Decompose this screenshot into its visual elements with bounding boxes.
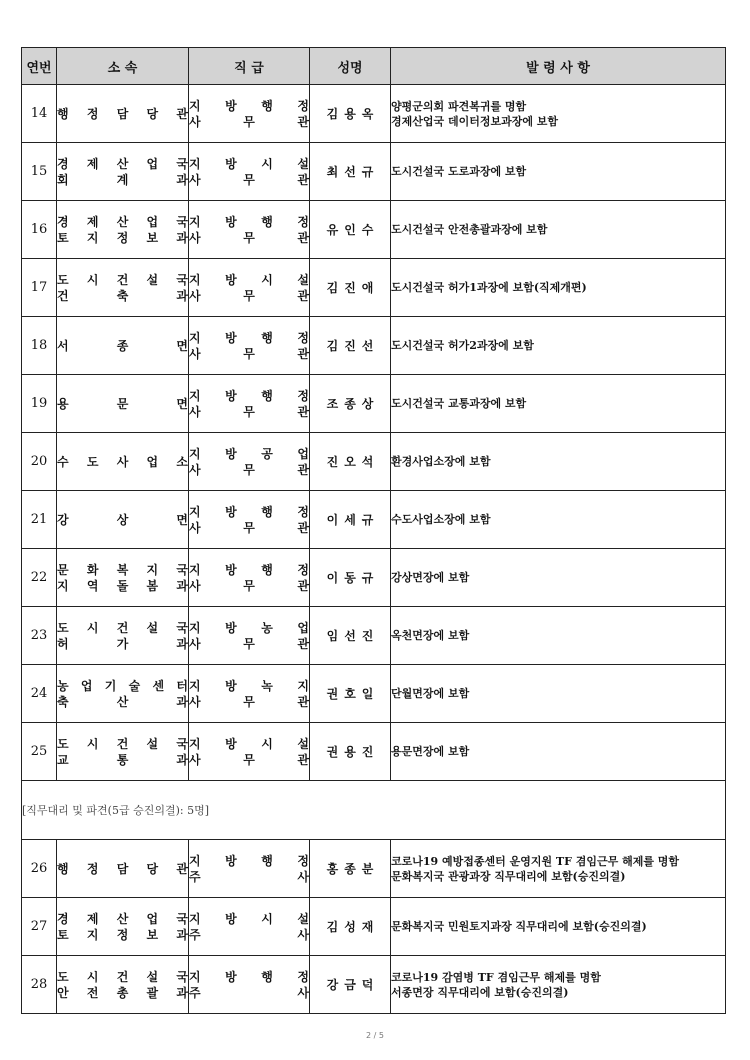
row-number: 23: [22, 607, 57, 665]
grade-line: 지 방 행 정: [189, 562, 309, 577]
row-number: 22: [22, 549, 57, 607]
grade-line: 주 사: [189, 985, 309, 1000]
appointment-line: 강상면장에 보함: [391, 571, 470, 584]
table-row: [22, 143, 726, 201]
table-row: [22, 317, 726, 375]
dept-cell: [57, 607, 189, 665]
grade-line: 사 무 관: [189, 346, 309, 361]
dept-line: 도 시 건 설 국: [57, 620, 188, 635]
dept-line: 도 시 건 설 국: [57, 272, 188, 287]
grade-cell: [189, 665, 310, 723]
appointment-line: 도시건설국 안전총괄과장에 보함: [391, 223, 548, 236]
section-note: [직무대리 및 파견(5급 승진의결): 5명]: [22, 781, 726, 840]
table-row: [22, 201, 726, 259]
grade-line: 사 무 관: [189, 520, 309, 535]
person-name: 이 세 규: [310, 491, 391, 549]
dept-cell: [57, 433, 189, 491]
row-number: 27: [22, 898, 57, 956]
grade-cell: [189, 898, 310, 956]
row-number: 20: [22, 433, 57, 491]
person-name: 임 선 진: [310, 607, 391, 665]
dept-cell: [57, 491, 189, 549]
person-name: 조 종 상: [310, 375, 391, 433]
person-name: 김 진 애: [310, 259, 391, 317]
person-name: 권 호 일: [310, 665, 391, 723]
table-row: [22, 491, 726, 549]
header-no: 연번: [22, 48, 57, 85]
appointment-cell: [391, 143, 726, 201]
appointment-line: 코로나19 예방접종센터 운영지원 TF 겸임근무 해제를 명함: [391, 854, 680, 868]
personnel-table: [21, 47, 726, 1014]
table-row: [22, 840, 726, 898]
grade-line: 지 방 시 설: [189, 156, 309, 171]
table-row: [22, 549, 726, 607]
appointment-line: 도시건설국 허가1과장에 보함(직제개편): [391, 281, 587, 294]
dept-cell: [57, 665, 189, 723]
grade-line: 지 방 행 정: [189, 504, 309, 519]
row-number: 28: [22, 956, 57, 1014]
table-body-a: [22, 85, 726, 781]
dept-line: 수 도 사 업 소: [57, 454, 188, 469]
dept-cell: [57, 898, 189, 956]
appointment-line: 도시건설국 허가2과장에 보함: [391, 339, 534, 352]
grade-cell: [189, 143, 310, 201]
grade-line: 사 무 관: [189, 114, 309, 129]
appointment-cell: [391, 85, 726, 143]
row-number: 18: [22, 317, 57, 375]
dept-line: 축 산 과: [57, 694, 188, 709]
row-number: 16: [22, 201, 57, 259]
grade-cell: [189, 956, 310, 1014]
table-row: [22, 723, 726, 781]
grade-cell: [189, 375, 310, 433]
dept-line: 토 지 정 보 과: [57, 927, 188, 942]
dept-line: 경 제 산 업 국: [57, 156, 188, 171]
table-body-b: [22, 840, 726, 1014]
person-name: 권 용 진: [310, 723, 391, 781]
dept-line: 토 지 정 보 과: [57, 230, 188, 245]
appointment-cell: [391, 259, 726, 317]
section-note-row: [22, 781, 726, 840]
person-name: 이 동 규: [310, 549, 391, 607]
grade-cell: [189, 549, 310, 607]
grade-line: 지 방 행 정: [189, 388, 309, 403]
appointment-line: 용문면장에 보함: [391, 745, 470, 758]
dept-line: 회 계 과: [57, 172, 188, 187]
grade-line: 지 방 행 정: [189, 98, 309, 113]
row-number: 26: [22, 840, 57, 898]
dept-line: 지 역 돌 봄 과: [57, 578, 188, 593]
page-number: 2 / 5: [366, 1031, 384, 1040]
grade-cell: [189, 85, 310, 143]
table-row: [22, 375, 726, 433]
table-row: [22, 898, 726, 956]
appointment-line: 서종면장 직무대리에 보함(승진의결): [391, 985, 569, 999]
person-name: 강 금 덕: [310, 956, 391, 1014]
grade-line: 사 무 관: [189, 172, 309, 187]
dept-line: 교 통 과: [57, 752, 188, 767]
appointment-cell: [391, 665, 726, 723]
dept-cell: [57, 840, 189, 898]
appointment-cell: [391, 607, 726, 665]
dept-cell: [57, 259, 189, 317]
appointment-cell: [391, 491, 726, 549]
appointment-line: 문화복지국 민원토지과장 직무대리에 보함(승진의결): [391, 920, 647, 933]
row-number: 14: [22, 85, 57, 143]
dept-line: 행 정 담 당 관: [57, 861, 188, 876]
appointment-line: 단월면장에 보함: [391, 687, 470, 700]
row-number: 19: [22, 375, 57, 433]
person-name: 김 용 옥: [310, 85, 391, 143]
table-row: [22, 665, 726, 723]
row-number: 15: [22, 143, 57, 201]
grade-cell: [189, 433, 310, 491]
header-name: 성명: [310, 48, 391, 85]
appointment-cell: [391, 840, 726, 898]
grade-line: 사 무 관: [189, 462, 309, 477]
table-row: [22, 259, 726, 317]
grade-line: 사 무 관: [189, 230, 309, 245]
appointment-cell: [391, 723, 726, 781]
appointment-line: 문화복지국 관광과장 직무대리에 보함(승진의결): [391, 869, 626, 883]
grade-line: 사 무 관: [189, 404, 309, 419]
grade-cell: [189, 840, 310, 898]
grade-cell: [189, 201, 310, 259]
dept-line: 안 전 총 괄 과: [57, 985, 188, 1000]
dept-line: 허 가 과: [57, 636, 188, 651]
grade-line: 지 방 행 정: [189, 330, 309, 345]
appointment-line: 양평군의회 파견복귀를 명함: [391, 99, 527, 113]
grade-cell: [189, 491, 310, 549]
dept-cell: [57, 85, 189, 143]
table-row: [22, 85, 726, 143]
appointment-cell: [391, 317, 726, 375]
person-name: 진 오 석: [310, 433, 391, 491]
appointment-line: 도시건설국 교통과장에 보함: [391, 397, 527, 410]
dept-line: 행 정 담 당 관: [57, 106, 188, 121]
appointment-line: 경제산업국 데이터정보과장에 보함: [391, 114, 559, 128]
grade-cell: [189, 607, 310, 665]
grade-cell: [189, 317, 310, 375]
grade-cell: [189, 723, 310, 781]
table-row: [22, 607, 726, 665]
grade-line: 지 방 농 업: [189, 620, 309, 635]
table-header: [22, 48, 726, 85]
dept-cell: [57, 723, 189, 781]
appointment-cell: [391, 956, 726, 1014]
header-grade: 직 급: [189, 48, 310, 85]
dept-cell: [57, 201, 189, 259]
appointment-cell: [391, 433, 726, 491]
person-name: 김 진 선: [310, 317, 391, 375]
row-number: 21: [22, 491, 57, 549]
person-name: 홍 종 분: [310, 840, 391, 898]
row-number: 24: [22, 665, 57, 723]
grade-line: 지 방 공 업: [189, 446, 309, 461]
grade-line: 주 사: [189, 927, 309, 942]
grade-line: 주 사: [189, 869, 309, 884]
person-name: 김 성 재: [310, 898, 391, 956]
dept-line: 용 문 면: [57, 396, 188, 411]
grade-line: 사 무 관: [189, 636, 309, 651]
grade-line: 사 무 관: [189, 752, 309, 767]
dept-line: 도 시 건 설 국: [57, 969, 188, 984]
header-dept: 소 속: [57, 48, 189, 85]
table-row: [22, 956, 726, 1014]
appointment-line: 수도사업소장에 보함: [391, 513, 491, 526]
dept-line: 강 상 면: [57, 512, 188, 527]
person-name: 최 선 규: [310, 143, 391, 201]
dept-cell: [57, 956, 189, 1014]
appointment-line: 도시건설국 도로과장에 보함: [391, 165, 527, 178]
appointment-cell: [391, 549, 726, 607]
header-matter: 발 령 사 항: [391, 48, 726, 85]
dept-cell: [57, 317, 189, 375]
dept-line: 경 제 산 업 국: [57, 214, 188, 229]
grade-cell: [189, 259, 310, 317]
dept-line: 서 종 면: [57, 338, 188, 353]
appointment-cell: [391, 201, 726, 259]
dept-cell: [57, 375, 189, 433]
grade-line: 지 방 시 설: [189, 736, 309, 751]
grade-line: 사 무 관: [189, 694, 309, 709]
grade-line: 사 무 관: [189, 288, 309, 303]
grade-line: 지 방 행 정: [189, 969, 309, 984]
grade-line: 지 방 행 정: [189, 214, 309, 229]
dept-cell: [57, 143, 189, 201]
grade-line: 사 무 관: [189, 578, 309, 593]
grade-line: 지 방 녹 지: [189, 678, 309, 693]
dept-line: 경 제 산 업 국: [57, 911, 188, 926]
dept-line: 도 시 건 설 국: [57, 736, 188, 751]
dept-line: 건 축 과: [57, 288, 188, 303]
appointment-cell: [391, 375, 726, 433]
appointment-line: 옥천면장에 보함: [391, 629, 470, 642]
section-note-body: [22, 781, 726, 840]
person-name: 유 인 수: [310, 201, 391, 259]
row-number: 25: [22, 723, 57, 781]
table-row: [22, 433, 726, 491]
grade-line: 지 방 행 정: [189, 853, 309, 868]
grade-line: 지 방 시 설: [189, 272, 309, 287]
dept-line: 문 화 복 지 국: [57, 562, 188, 577]
grade-line: 지 방 시 설: [189, 911, 309, 926]
dept-line: 농 업 기 술 센 터: [57, 678, 188, 693]
dept-cell: [57, 549, 189, 607]
appointment-line: 코로나19 감염병 TF 겸임근무 해제를 명함: [391, 970, 601, 984]
appointment-line: 환경사업소장에 보함: [391, 455, 491, 468]
row-number: 17: [22, 259, 57, 317]
appointment-cell: [391, 898, 726, 956]
